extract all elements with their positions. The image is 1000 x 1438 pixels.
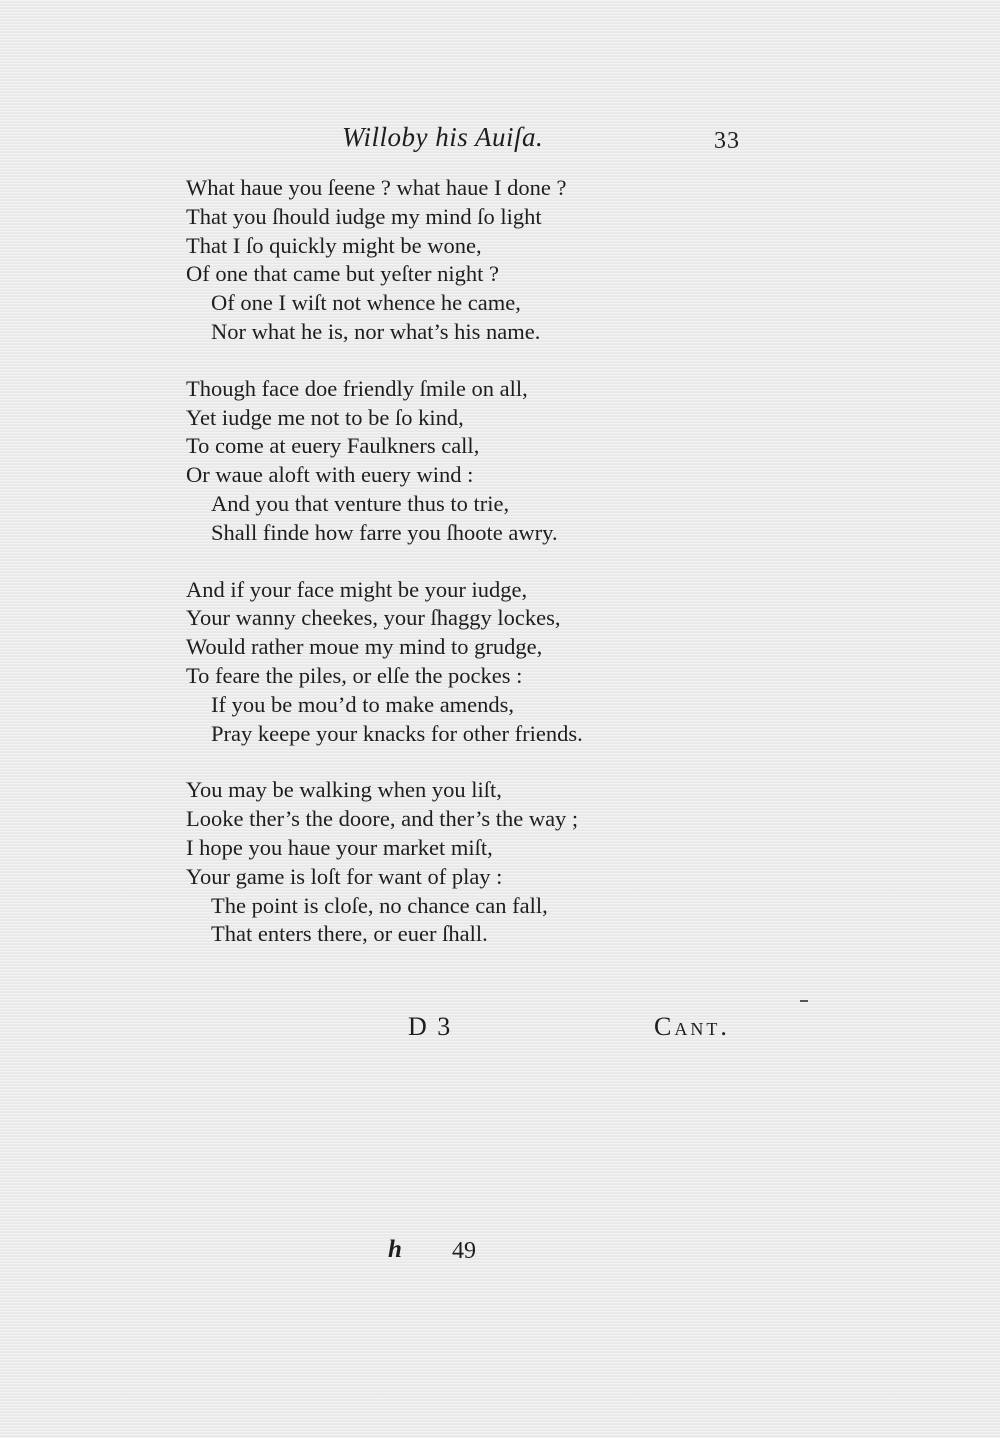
poem-line: And if your face might be your iudge, (186, 576, 528, 602)
poem-line: What haue you ſeene ? what haue I done ? (186, 175, 567, 200)
running-title: Willoby his Auiſa. (342, 122, 544, 152)
poem-line: That enters there, or euer ſhall. (211, 921, 488, 947)
poem-line: Pray keepe your knacks for other friends. (211, 720, 583, 746)
poem-line: To come at euery Faulkners call, (186, 433, 480, 459)
poem-line: If you be mou’d to make amends, (211, 691, 515, 717)
stanza (186, 375, 746, 548)
poem-line: To feare the piles, or elſe the pockes : (186, 662, 523, 688)
poem-line: Your wanny cheekes, your ſhaggy lockes, (186, 605, 561, 631)
poem-line: Shall finde how farre you ſhoote awry. (211, 519, 558, 545)
poem-line: Or waue aloft with euery wind : (186, 462, 474, 488)
poem-line: That you ſhould iudge my mind ſo light (186, 203, 542, 229)
stanza (186, 174, 746, 347)
poem-line: The point is cloſe, no chance can fall, (211, 892, 548, 918)
signature-mark: D 3 (408, 1012, 453, 1041)
poem-line: Nor what he is, nor what’s his name. (211, 318, 541, 344)
ink-mark (800, 1000, 808, 1002)
poem-line: Though face doe friendly ſmile on all, (186, 375, 528, 401)
poem-line: Of one that came but yeſter night ? (186, 261, 500, 287)
stanza (186, 576, 746, 749)
poem-line: You may be walking when you liſt, (186, 777, 502, 803)
stanza (186, 776, 746, 949)
poem-line: Yet iudge me not to be ſo kind, (186, 404, 464, 430)
poem-line: Would rather moue my mind to grudge, (186, 634, 543, 660)
footer-number: 49 (452, 1238, 476, 1264)
catchword: Cant. (654, 1012, 730, 1041)
poem-line: And you that venture thus to trie, (211, 490, 510, 516)
footer-mark: h (388, 1236, 402, 1263)
poem-line: I hope you haue your market miſt, (186, 834, 493, 860)
poem (186, 174, 746, 977)
poem-line: Of one I wiſt not whence he came, (211, 290, 521, 316)
page-number: 33 (714, 128, 740, 154)
poem-line: That I ſo quickly might be wone, (186, 232, 482, 258)
poem-line: Your game is loſt for want of play : (186, 863, 503, 889)
poem-line: Looke ther’s the doore, and ther’s the way ; (186, 806, 579, 832)
